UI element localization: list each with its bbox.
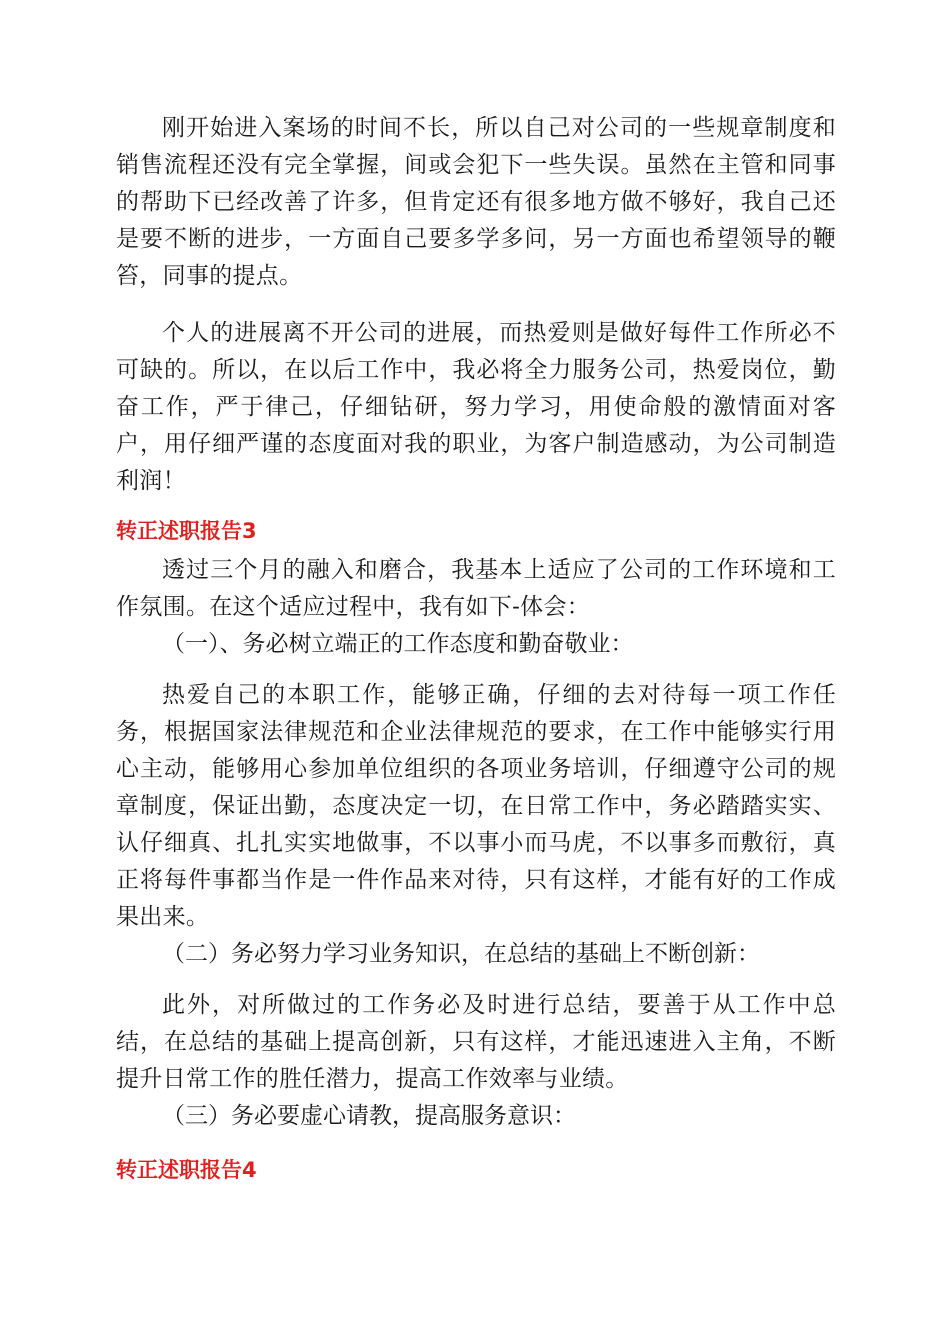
point-3-title: （三）务必要虚心请教，提高服务意识： xyxy=(162,1103,576,1129)
point-2-body: 此外，对所做过的工作务必及时进行总结，要善于从工作中总结，在总结的基础上提高创新，只有这样，才能迅速进入主角，不断提升日常工作的胜任潜力，提高工作效率与业绩。 xyxy=(116,992,836,1092)
section-4-heading: 转正述职报告4 xyxy=(116,1158,257,1182)
section-3-intro: 透过三个月的融入和磨合，我基本上适应了公司的工作环境和工作氛围。在这个适应过程中，我有如下-体会： xyxy=(116,557,836,620)
document-page xyxy=(116,110,836,1185)
point-1-title: （一）、务必树立端正的工作态度和勤奋敬业： xyxy=(162,631,634,657)
point-1-body: 热爱自己的本职工作，能够正确，仔细的去对待每一项工作任务，根据国家法律规范和企业法律规范的要求，在工作中能够实行用心主动，能够用心参加单位组织的各项业务培训，仔细遵守公司的规章制度，保证出勤，态度决定一切，在日常工作中，务必踏踏实实、认仔细真、扎扎实实地做事，不以事小而马虎，不以事多而敷衍，真正将每件事都当作是一件作品来对待，只有这样，才能有好的工作成果出来。 xyxy=(116,682,836,930)
point-2-title: （二）务必努力学习业务知识，在总结的基础上不断创新： xyxy=(162,941,760,967)
section-3-heading: 转正述职报告3 xyxy=(116,519,257,543)
paragraph-1: 刚开始进入案场的时间不长，所以自己对公司的一些规章制度和销售流程还没有完全掌握，间或会犯下一些失误。虽然在主管和同事的帮助下已经改善了许多，但肯定还有很多地方做不够好，我自己还是要不断的进步，一方面自己要多学多问，另一方面也希望领导的鞭笞，同事的提点。 xyxy=(116,115,836,289)
paragraph-2: 个人的进展离不开公司的进展，而热爱则是做好每件工作所必不可缺的。所以，在以后工作中，我必将全力服务公司，热爱岗位，勤奋工作，严于律己，仔细钻研，努力学习，用使命般的激情面对客户，用仔细严谨的态度面对我的职业，为客户制造感动，为公司制造利润！ xyxy=(116,320,836,494)
